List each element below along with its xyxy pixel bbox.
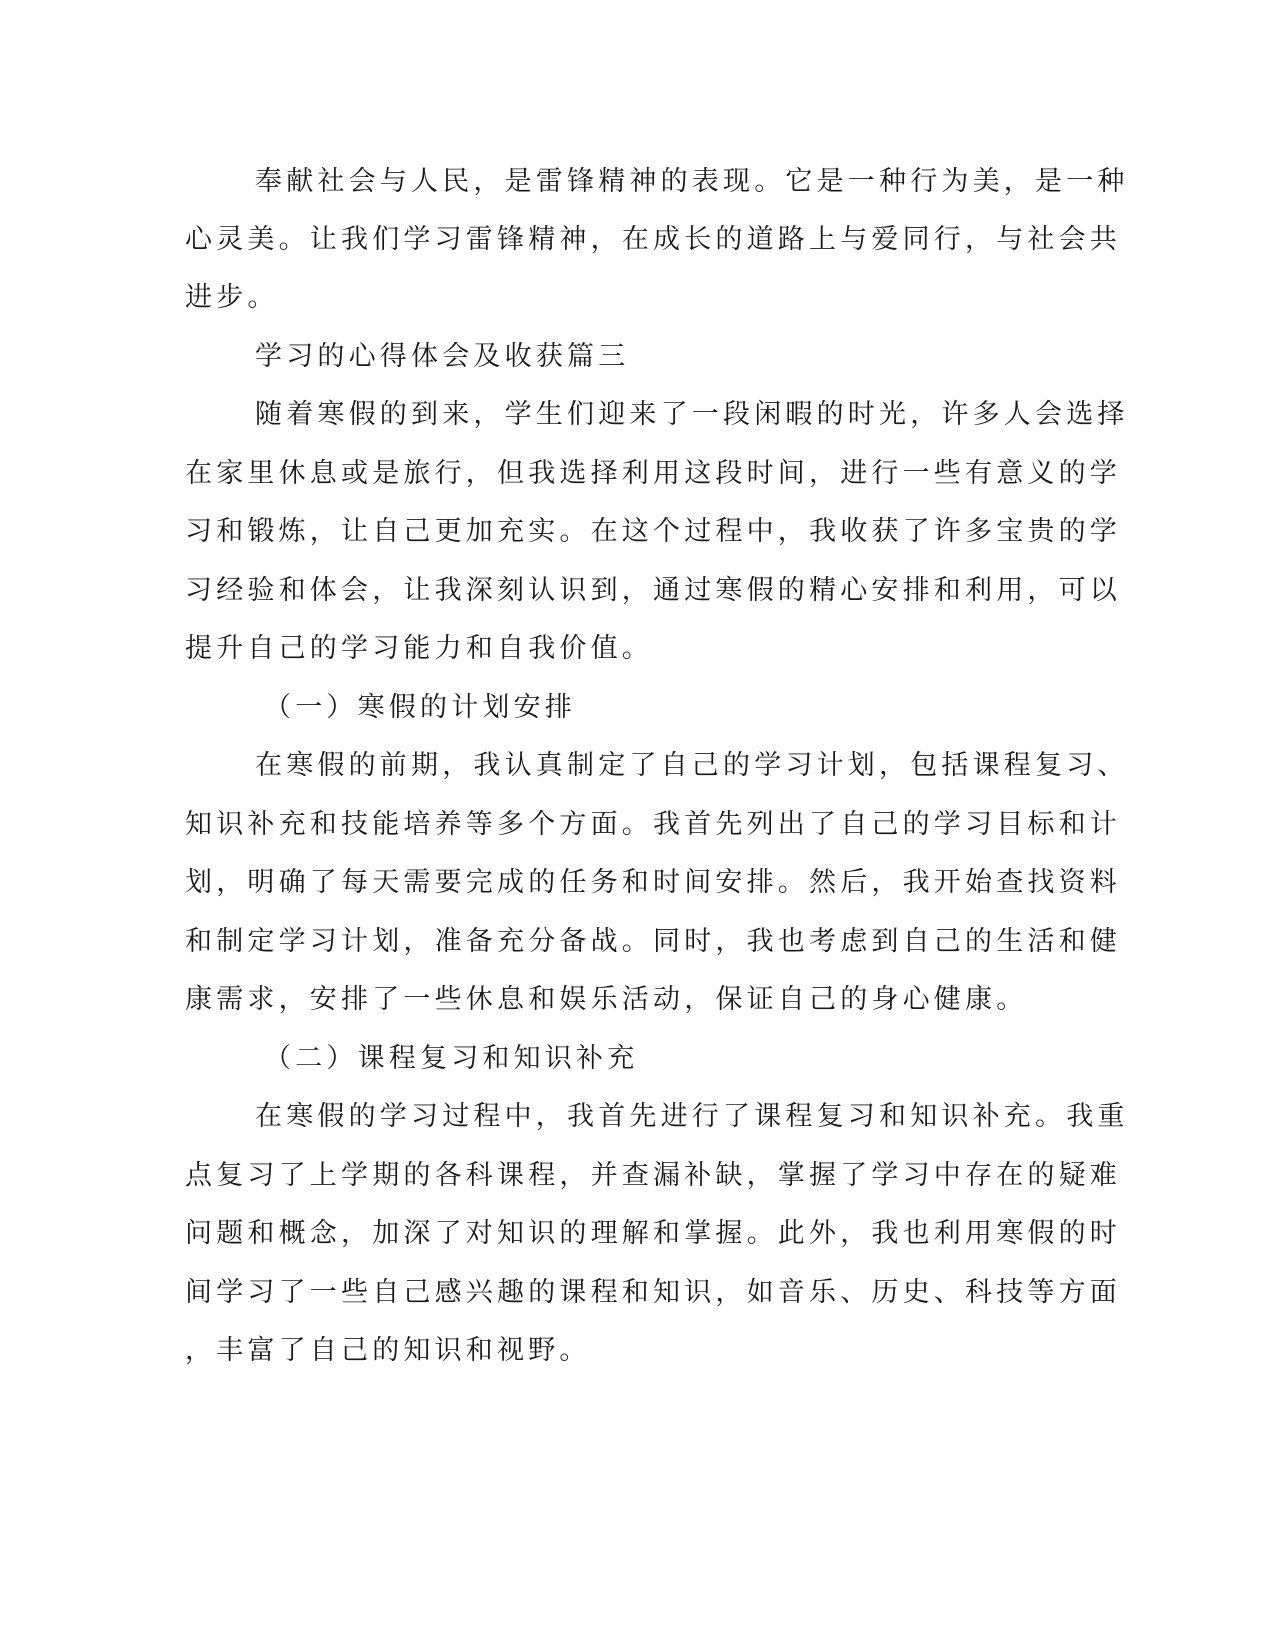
- section-heading: 学习的心得体会及收获篇三: [255, 341, 630, 372]
- subsection-heading: （二）课程复习和知识补充: [264, 1043, 639, 1074]
- subsection-heading: （一）寒假的计划安排: [264, 692, 576, 723]
- paragraph-line: 点复习了上学期的各科课程，并查漏补缺，掌握了学习中存在的疑难: [185, 1160, 1121, 1191]
- paragraph-line: ，丰富了自己的知识和视野。: [185, 1335, 591, 1366]
- paragraph-line: 康需求，安排了一些休息和娱乐活动，保证自己的身心健康。: [185, 984, 1028, 1015]
- paragraph-line: 在寒假的学习过程中，我首先进行了课程复习和知识补充。我重: [255, 1101, 1129, 1132]
- paragraph-line: 在寒假的前期，我认真制定了自己的学习计划，包括课程复习、: [255, 750, 1129, 781]
- paragraph-line: 提升自己的学习能力和自我价值。: [185, 633, 653, 664]
- paragraph-line: 心灵美。让我们学习雷锋精神，在成长的道路上与爱同行，与社会共: [185, 224, 1121, 255]
- paragraph-line: 随着寒假的到来，学生们迎来了一段闲暇的时光，许多人会选择: [255, 399, 1129, 430]
- paragraph-line: 问题和概念，加深了对知识的理解和掌握。此外，我也利用寒假的时: [185, 1218, 1121, 1249]
- paragraph-line: 划，明确了每天需要完成的任务和时间安排。然后，我开始查找资料: [185, 867, 1121, 898]
- paragraph-line: 进步。: [185, 282, 279, 313]
- paragraph-line: 间学习了一些自己感兴趣的课程和知识，如音乐、历史、科技等方面: [185, 1277, 1121, 1308]
- paragraph-line: 在家里休息或是旅行，但我选择利用这段时间，进行一些有意义的学: [185, 458, 1121, 489]
- paragraph-line: 奉献社会与人民，是雷锋精神的表现。它是一种行为美，是一种: [255, 166, 1129, 197]
- paragraph-line: 和制定学习计划，准备充分备战。同时，我也考虑到自己的生活和健: [185, 926, 1121, 957]
- paragraph-line: 习和锻炼，让自己更加充实。在这个过程中，我收获了许多宝贵的学: [185, 516, 1121, 547]
- paragraph-line: 知识补充和技能培养等多个方面。我首先列出了自己的学习目标和计: [185, 809, 1121, 840]
- paragraph-line: 习经验和体会，让我深刻认识到，通过寒假的精心安排和利用，可以: [185, 575, 1121, 606]
